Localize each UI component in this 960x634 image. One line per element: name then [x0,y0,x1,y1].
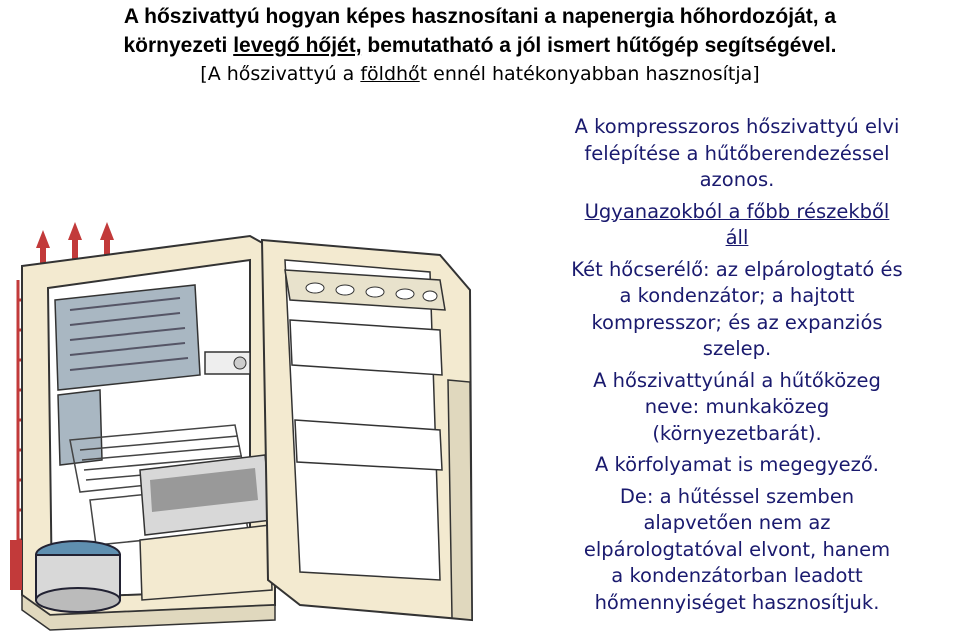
p1-line-3: azonos. [699,168,775,191]
title-line3-post: t ennél hatékonyabban hasznosítja] [419,63,760,85]
paragraph-1 [514,114,960,194]
p5-line-1: A körfolyamat is megegyező. [595,453,879,476]
paragraph-4 [514,368,960,448]
refrigerator-illustration [0,200,515,634]
p1-line-1: A kompresszoros hőszivattyú elvi [574,115,900,138]
paragraph-2 [514,199,960,252]
foldho-link[interactable]: földhő [360,63,420,85]
paragraph-6 [514,484,960,617]
p4-line-1: A hőszivattyúnál a hűtőközeg [593,368,881,392]
p4-line-2: neve: munkaközeg [644,395,830,418]
title-line3-pre: [A hőszivattyú a [200,63,361,85]
explanation-text [514,114,960,621]
p3-line-1: Két hőcserélő: az elpárologtató és [571,257,903,281]
title-line-2 [0,31,960,60]
p3-line-4: szelep. [702,337,772,360]
p6-line-1: De: a hűtéssel szemben [619,484,855,508]
title-line2-pre: környezeti [123,34,234,57]
p2-line-2: áll [725,226,749,249]
p4-line-3: (környezetbarát). [652,421,822,445]
p3-line-2: a kondenzátor; a hajtott [619,284,855,307]
title-line-1: A hőszivattyú hogyan képes hasznosítani a napenergia hőhordozóját, a [123,5,837,28]
slide-title [0,2,960,89]
p1-line-2: felépítése a hűtőberendezéssel [584,141,890,165]
paragraph-3 [514,257,960,363]
p6-line-3: elpárologtatóval elvont, hanem [583,537,891,561]
p6-line-2: alapvetően nem az [643,511,831,534]
open-door [262,240,472,620]
title-line2-post: bemutatható a jól ismert hűtőgép segítségével. [361,34,837,57]
p6-line-4: a kondenzátorban leadott [611,564,863,587]
p6-line-5: hőmennyiséget hasznosítjuk. [594,590,880,614]
levego-hoje-link[interactable]: levegő hőjét, [233,34,362,57]
p2-line-1: Ugyanazokból a főbb részekből [584,199,890,223]
title-line-3 [0,60,960,89]
p3-line-3: kompresszor; és az expanziós [591,310,883,334]
paragraph-5 [514,452,960,479]
